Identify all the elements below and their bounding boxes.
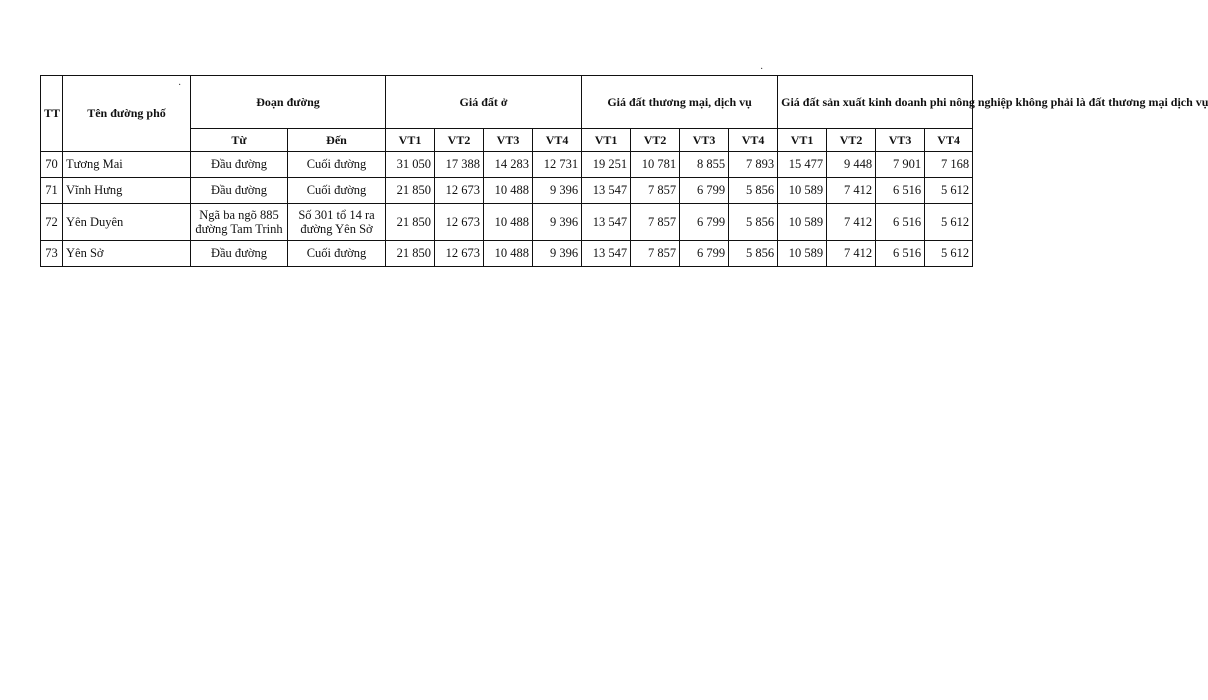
header-prod-vt2: VT2: [827, 129, 876, 152]
header-com-vt3: VT3: [680, 129, 729, 152]
cell-res-vt3: 10 488: [484, 178, 533, 204]
cell-res-vt3: 10 488: [484, 204, 533, 241]
cell-com-vt4: 5 856: [729, 241, 778, 267]
header-to: Đến: [288, 129, 386, 152]
header-segment: Đoạn đường: [191, 76, 386, 129]
header-com-vt4: VT4: [729, 129, 778, 152]
cell-res-vt1: 21 850: [386, 241, 435, 267]
cell-com-vt1: 19 251: [582, 152, 631, 178]
cell-com-vt3: 6 799: [680, 241, 729, 267]
header-res-vt4: VT4: [533, 129, 582, 152]
header-com-vt1: VT1: [582, 129, 631, 152]
table-row: [41, 204, 973, 241]
cell-com-vt3: 6 799: [680, 178, 729, 204]
cell-res-vt4: 9 396: [533, 241, 582, 267]
header-res-vt1: VT1: [386, 129, 435, 152]
cell-prod-vt1: 10 589: [778, 178, 827, 204]
cell-res-vt4: 12 731: [533, 152, 582, 178]
header-prod-vt4: VT4: [925, 129, 973, 152]
cell-res-vt2: 17 388: [435, 152, 484, 178]
header-production: Giá đất sản xuất kinh doanh phi nông nghiệp không phải là đất thương mại dịch vụ: [778, 76, 973, 129]
header-tt: TT: [41, 76, 63, 152]
cell-street-name: Vĩnh Hưng: [63, 178, 191, 204]
cell-prod-vt4: 5 612: [925, 178, 973, 204]
header-residential: Giá đất ở: [386, 76, 582, 129]
scan-speck: ·: [760, 64, 764, 75]
scan-speck: ·: [178, 80, 182, 91]
cell-prod-vt1: 15 477: [778, 152, 827, 178]
cell-com-vt3: 6 799: [680, 204, 729, 241]
cell-street-name: Yên Sở: [63, 241, 191, 267]
cell-prod-vt2: 7 412: [827, 241, 876, 267]
cell-prod-vt4: 7 168: [925, 152, 973, 178]
cell-com-vt4: 5 856: [729, 178, 778, 204]
cell-prod-vt4: 5 612: [925, 241, 973, 267]
land-price-table: [40, 75, 1208, 267]
header-res-vt3: VT3: [484, 129, 533, 152]
header-prod-vt3: VT3: [876, 129, 925, 152]
cell-prod-vt1: 10 589: [778, 204, 827, 241]
cell-res-vt4: 9 396: [533, 178, 582, 204]
cell-from: Đầu đường: [191, 178, 288, 204]
cell-com-vt1: 13 547: [582, 204, 631, 241]
cell-com-vt1: 13 547: [582, 241, 631, 267]
header-from: Từ: [191, 129, 288, 152]
cell-prod-vt2: 7 412: [827, 178, 876, 204]
cell-prod-vt4: 5 612: [925, 204, 973, 241]
cell-res-vt1: 21 850: [386, 204, 435, 241]
cell-res-vt4: 9 396: [533, 204, 582, 241]
cell-to: Cuối đường: [288, 178, 386, 204]
table-row: [41, 241, 973, 267]
cell-from: Đầu đường: [191, 152, 288, 178]
cell-com-vt2: 7 857: [631, 204, 680, 241]
header-commercial: Giá đất thương mại, dịch vụ: [582, 76, 778, 129]
cell-to: Số 301 tổ 14 ra đường Yên Sở: [288, 204, 386, 241]
cell-res-vt1: 31 050: [386, 152, 435, 178]
cell-from: Ngã ba ngõ 885 đường Tam Trinh: [191, 204, 288, 241]
table-row: [41, 152, 973, 178]
header-street-name: Tên đường phố: [63, 76, 191, 152]
cell-prod-vt3: 6 516: [876, 241, 925, 267]
cell-tt: 70: [41, 152, 63, 178]
cell-prod-vt1: 10 589: [778, 241, 827, 267]
cell-res-vt1: 21 850: [386, 178, 435, 204]
table-row: [41, 178, 973, 204]
cell-street-name: Tương Mai: [63, 152, 191, 178]
cell-prod-vt2: 9 448: [827, 152, 876, 178]
header-com-vt2: VT2: [631, 129, 680, 152]
cell-com-vt2: 7 857: [631, 241, 680, 267]
cell-com-vt4: 7 893: [729, 152, 778, 178]
cell-res-vt3: 10 488: [484, 241, 533, 267]
cell-res-vt2: 12 673: [435, 204, 484, 241]
cell-res-vt3: 14 283: [484, 152, 533, 178]
cell-res-vt2: 12 673: [435, 178, 484, 204]
cell-street-name: Yên Duyên: [63, 204, 191, 241]
cell-to: Cuối đường: [288, 241, 386, 267]
cell-to: Cuối đường: [288, 152, 386, 178]
header-res-vt2: VT2: [435, 129, 484, 152]
cell-prod-vt3: 7 901: [876, 152, 925, 178]
cell-com-vt3: 8 855: [680, 152, 729, 178]
cell-prod-vt2: 7 412: [827, 204, 876, 241]
cell-res-vt2: 12 673: [435, 241, 484, 267]
cell-tt: 73: [41, 241, 63, 267]
cell-com-vt2: 10 781: [631, 152, 680, 178]
cell-com-vt2: 7 857: [631, 178, 680, 204]
cell-com-vt1: 13 547: [582, 178, 631, 204]
cell-prod-vt3: 6 516: [876, 178, 925, 204]
cell-com-vt4: 5 856: [729, 204, 778, 241]
cell-prod-vt3: 6 516: [876, 204, 925, 241]
cell-from: Đầu đường: [191, 241, 288, 267]
header-prod-vt1: VT1: [778, 129, 827, 152]
cell-tt: 71: [41, 178, 63, 204]
cell-tt: 72: [41, 204, 63, 241]
